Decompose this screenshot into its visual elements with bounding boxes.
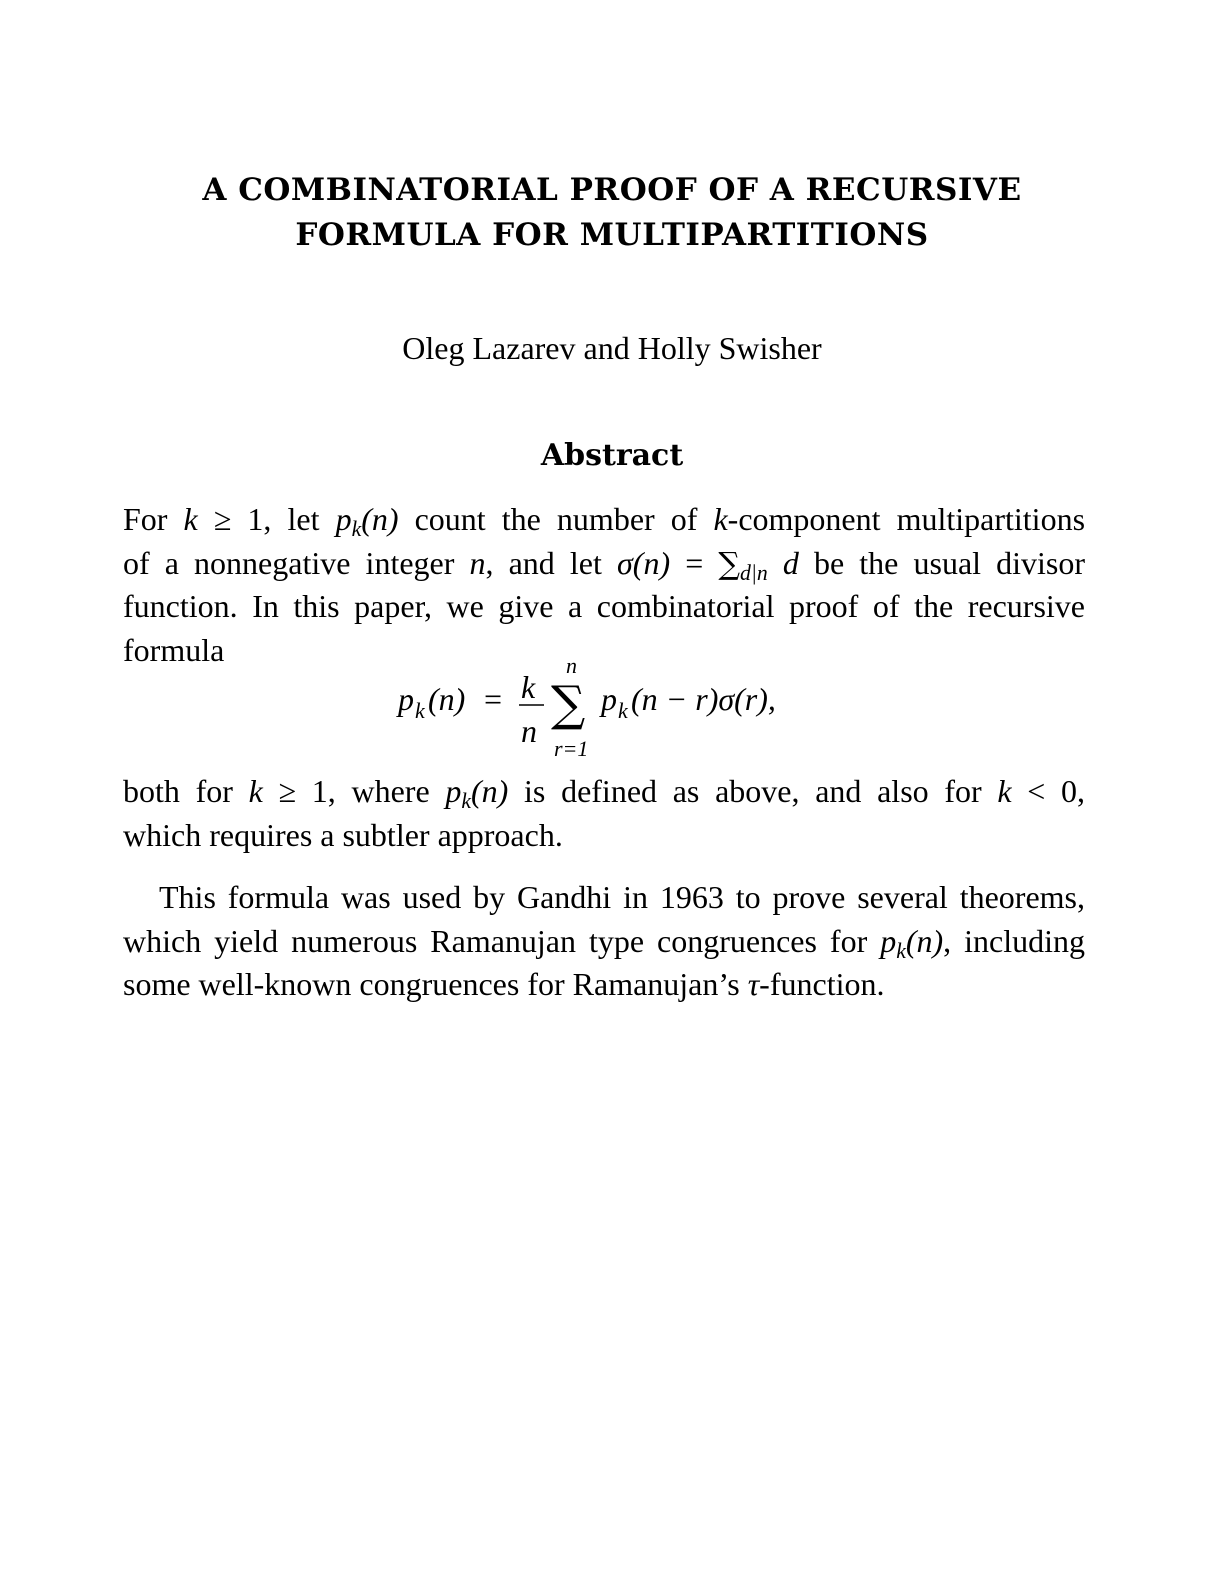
- title-line-1: A COMBINATORIAL PROOF OF A RECURSIVE: [202, 172, 1022, 208]
- math-subscript: k: [351, 517, 362, 542]
- formula-svg: [0, 660, 1224, 770]
- math-sigma: σ(n): [617, 544, 671, 581]
- sum-symbol: ∑: [551, 676, 586, 732]
- math-k: k: [997, 773, 1012, 809]
- text-run: is defined as above, and also for: [508, 773, 998, 809]
- formula-lhs-arg: (n): [428, 681, 466, 717]
- math-d: d: [767, 544, 799, 581]
- abstract-line: which requires a subtler approach.: [123, 816, 563, 853]
- sum-lower-limit: r=1: [554, 736, 589, 761]
- text-run: ≥ 1, where: [262, 773, 446, 809]
- abstract-heading: Abstract: [540, 438, 684, 473]
- text-run: be the usual divisor: [798, 544, 1086, 581]
- abstract-paragraph-2: [123, 770, 1085, 857]
- text-run: For: [123, 501, 184, 537]
- text-run: < 0,: [1011, 773, 1086, 809]
- text-run: count the number of: [398, 501, 714, 537]
- formula-lhs-p: p: [398, 681, 414, 717]
- abstract-line: [123, 770, 1085, 814]
- formula-rhs-sub: k: [618, 698, 628, 723]
- display-formula: [0, 660, 1224, 770]
- math-p: p: [880, 922, 897, 959]
- fraction-numerator: k: [521, 669, 536, 705]
- abstract-paragraph-3: [123, 876, 1085, 1007]
- abstract-line: formula: [123, 631, 225, 668]
- math-p: p: [445, 773, 462, 809]
- formula-lhs-sub: k: [415, 698, 425, 723]
- math-subscript: k: [896, 938, 906, 963]
- text-run: ≥ 1, let: [197, 501, 336, 537]
- paper-title: [0, 168, 1224, 258]
- fraction-denominator: n: [521, 713, 537, 749]
- math-k: k: [713, 501, 728, 537]
- text-run: -function.: [759, 966, 885, 1002]
- math-tau: τ: [747, 966, 760, 1002]
- abstract-line: [123, 920, 1085, 964]
- sum-symbol: ∑: [718, 546, 741, 582]
- math-arg: (n): [361, 501, 399, 537]
- abstract-paragraph-1: [123, 498, 1085, 672]
- math-subscript: k: [461, 789, 472, 814]
- abstract-line: function. In this paper, we give a combinatorial proof of the recursive: [123, 588, 1085, 624]
- formula-equals: =: [484, 681, 503, 717]
- sum-subscript: d|n: [740, 560, 768, 585]
- abstract-line: This formula was used by Gandhi in 1963 to prove several theorems,: [159, 879, 1085, 915]
- math-n: n: [469, 544, 486, 581]
- math-arg: (n): [905, 922, 944, 959]
- abstract-line: [123, 498, 1085, 542]
- formula-rhs-p: p: [601, 681, 617, 717]
- abstract-line: [123, 542, 1085, 586]
- authors: Oleg Lazarev and Holly Swisher: [402, 330, 822, 366]
- text-run: , and let: [485, 544, 617, 581]
- math-p: p: [335, 501, 352, 537]
- math-k: k: [248, 773, 263, 809]
- text-run: both for: [123, 773, 249, 809]
- math-equals: =: [670, 544, 719, 581]
- text-run: some well-known congruences for Ramanujan’s: [123, 966, 748, 1002]
- text-run: of a nonnegative integer: [123, 544, 470, 581]
- title-line-2: FORMULA FOR MULTIPARTITIONS: [295, 217, 929, 253]
- sum-upper-limit: n: [566, 660, 577, 678]
- text-run: , including: [943, 922, 1086, 959]
- math-arg: (n): [471, 773, 509, 809]
- math-k: k: [183, 501, 198, 537]
- text-run: which yield numerous Ramanujan type congruences for: [123, 922, 881, 959]
- text-run: -component multipartitions: [727, 501, 1086, 537]
- abstract-line: [123, 963, 1085, 1007]
- formula-rhs-arg: (n − r)σ(r),: [631, 681, 776, 717]
